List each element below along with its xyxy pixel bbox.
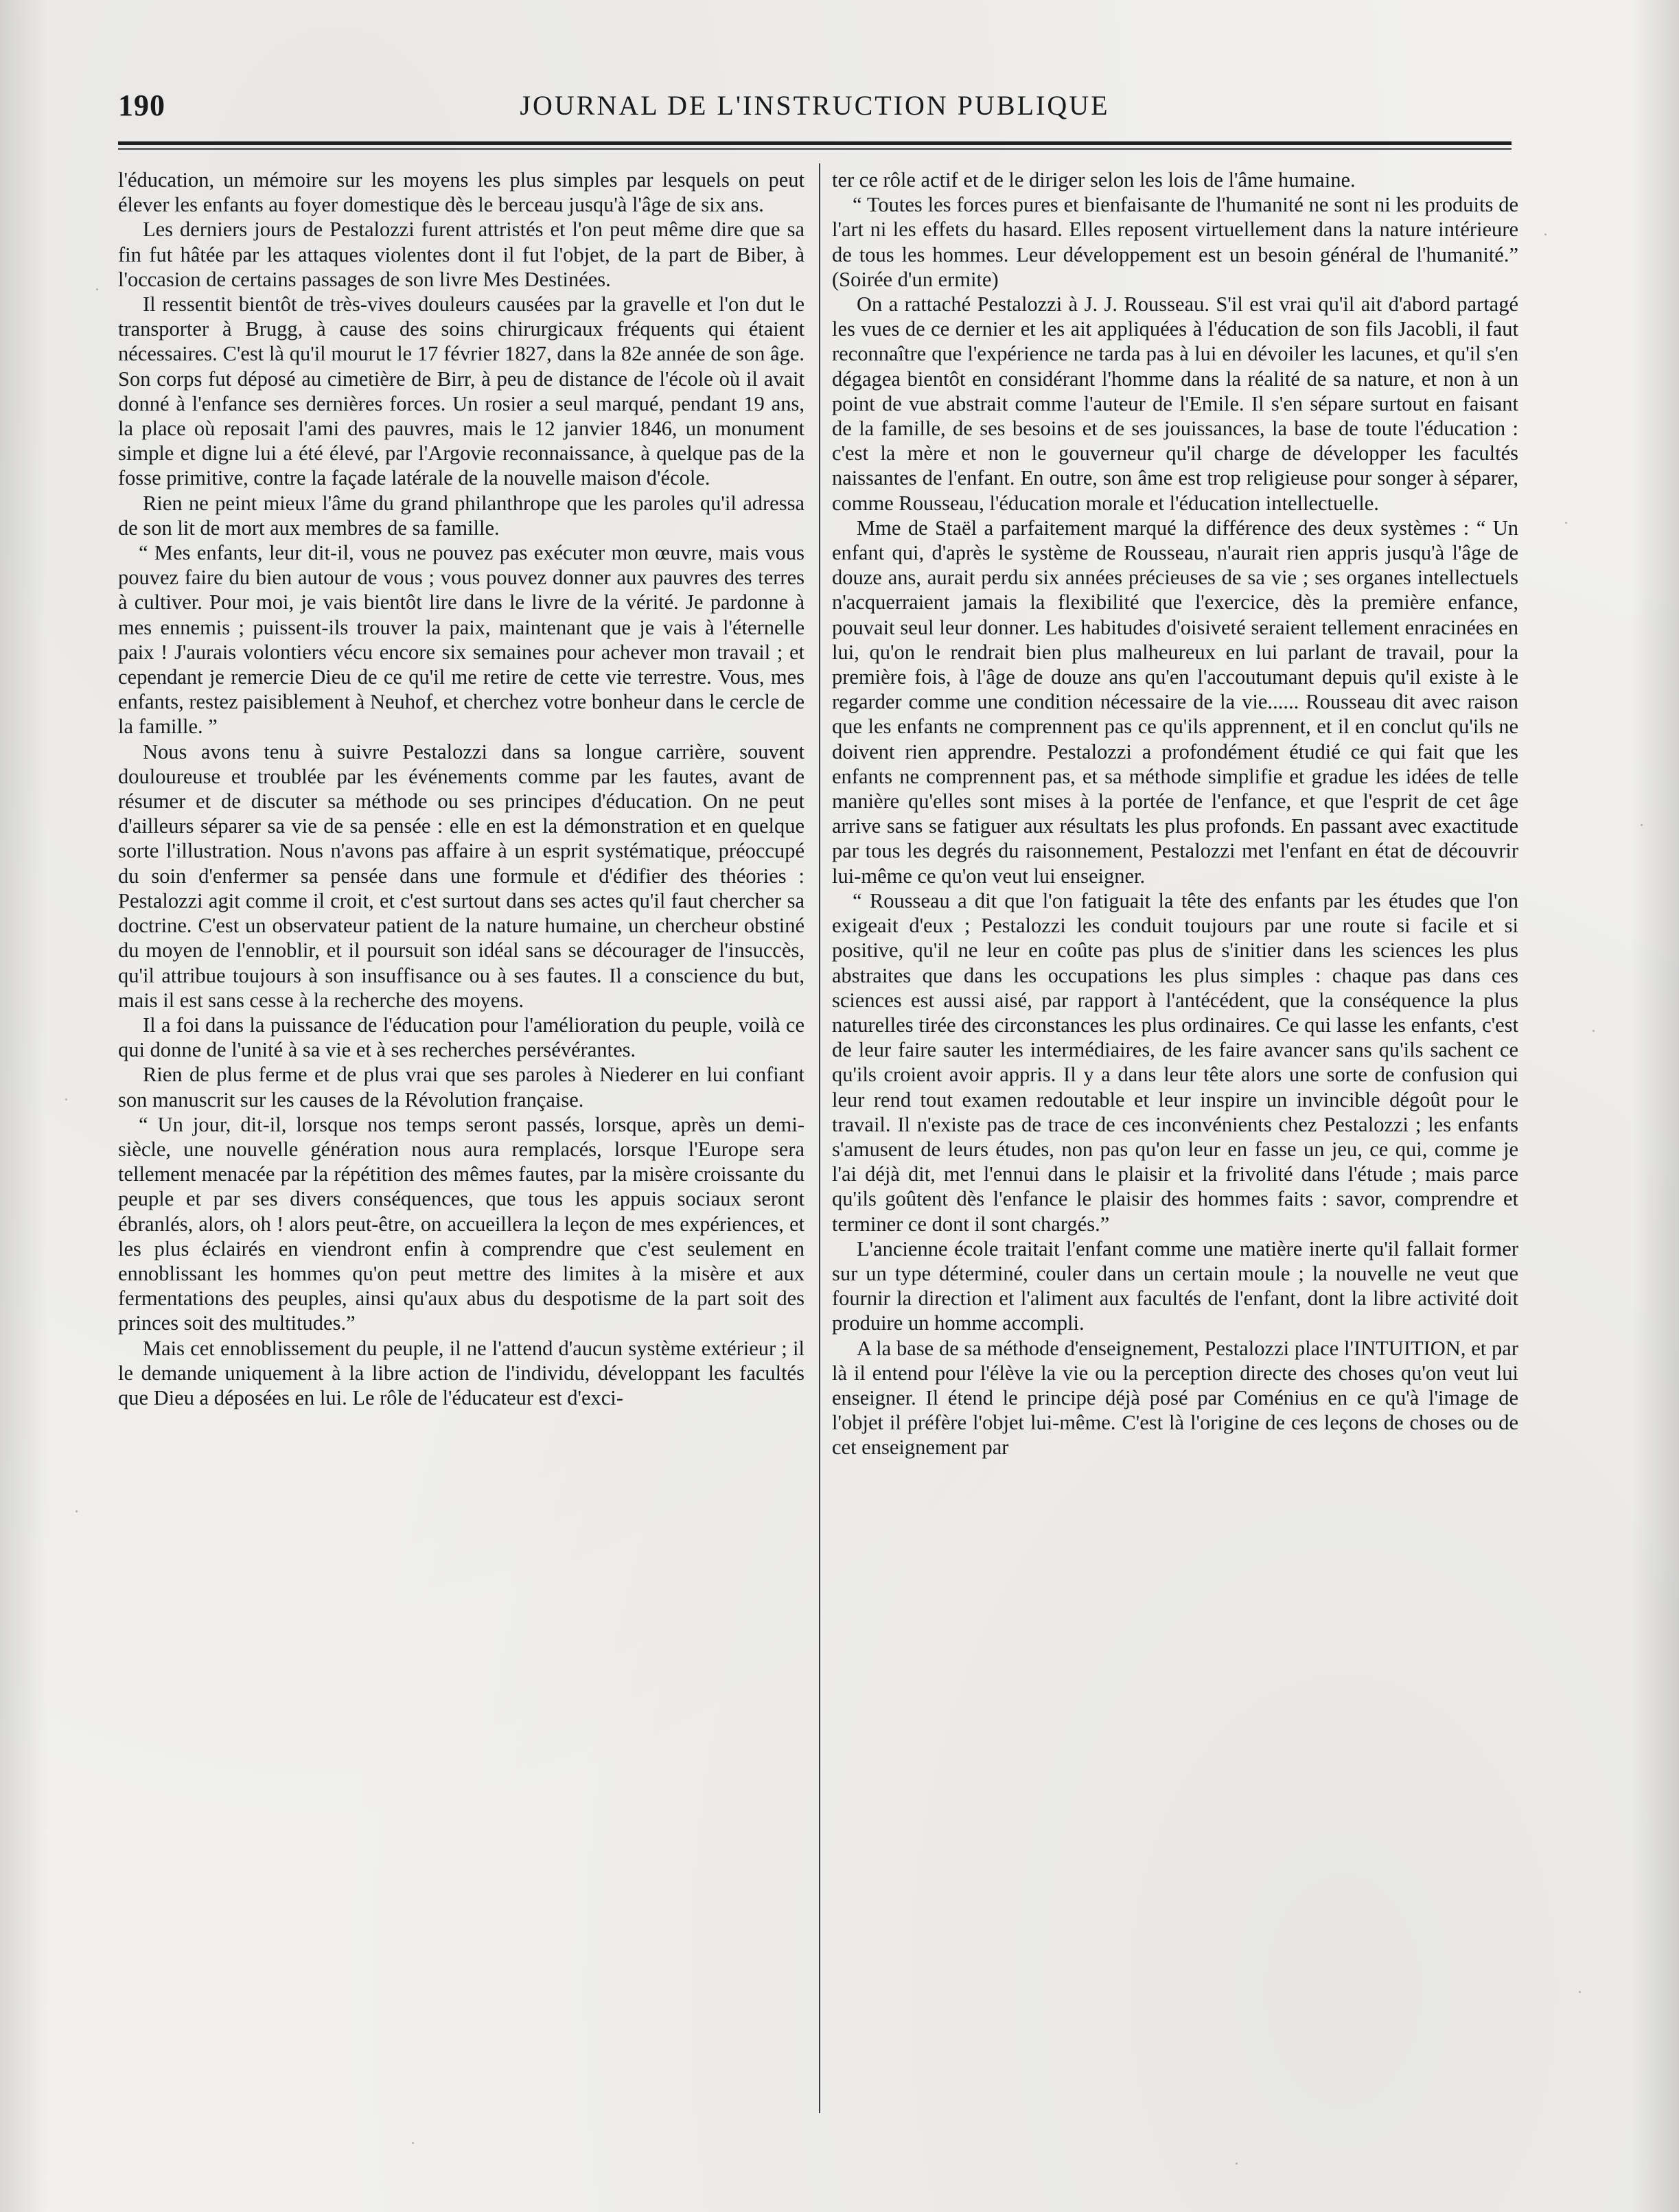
right-column — [832, 168, 1518, 2110]
header-rule-thick — [118, 141, 1512, 145]
right-column-paragraph: “ Rousseau a dit que l'on fatiguait la tête des enfants par les études que l'on exigeait d'eux ; Pestalozzi les conduit toujours par une route si facile et si positive, qu'il ne leur en coûte pas plus de s'initier dans les sciences les plus abstraites que dans les occupations les plus simples : chaque pas dans ces sciences est aussi aisé, par rapport à l'antécédent, que la conséquence la plus naturelles tirée des circonstances les plus ordinaires. Ce qui lasse les enfants, c'est de leur faire sauter les intermédiaires, de les faire avancer sans qu'ils sachent ce qu'ils croient avoir appris. Il y a dans leur tête alors une sorte de confusion qui leur rend tout examen redoutable et leur inspire un invincible dégoût pour le travail. Il n'existe pas de trace de ces inconvénients chez Pestalozzi ; les enfants s'amusent de leurs études, non pas qu'on leur en fasse un jeu, ce qui, comme je l'ai déjà dit, met l'ennui dans le plaisir et la frivolité dans l'étude ; mais parce qu'ils goûtent dès l'enfance le plaisir des hommes faits : savor, comprendre et terminer ce dont il sont chargés.” — [832, 888, 1518, 1236]
right-column-paragraph: On a rattaché Pestalozzi à J. J. Rousseau. S'il est vrai qu'il ait d'abord partagé les vues de ce dernier et les ait appliquées à l'éducation de son fils Jacobli, il faut reconnaître que l'expérience ne tarda pas à lui en dévoiler les lacunes, et qu'il s'en dégagea bientôt en considérant l'homme dans la réalité de sa nature, et non à un point de vue abstrait comme l'auteur de l'Emile. Il s'en sépare surtout en faisant de la famille, de ses besoins et de ses jouissances, la base de toute l'éducation : c'est la mère et non le gouverneur qu'il charge de développer les facultés naissantes de l'enfant. En outre, son âme est trop religieuse pour songer à séparer, comme Rousseau, l'éducation morale et l'éducation intellectuelle. — [832, 292, 1518, 515]
print-speck — [412, 2142, 414, 2144]
print-speck — [1236, 2163, 1238, 2165]
page-edge-shadow-left — [0, 0, 48, 2212]
left-column-paragraph: Mais cet ennoblissement du peuple, il ne l'attend d'aucun système extérieur ; il le demande uniquement à la libre action de l'individu, développant les facultés que Dieu a déposées en lui. Le rôle de l'éducateur est d'exci- — [118, 1336, 804, 1409]
page-number: 190 — [118, 89, 165, 122]
print-speck — [65, 1098, 67, 1101]
right-column-paragraph: A la base de sa méthode d'enseignement, Pestalozzi place l'INTUITION, et par là il entend pour l'élève la vie ou la perception directe des choses qu'on veut lui enseigner. Il étend le principe déjà posé par Coménius en ce qu'à l'image de l'objet il préfère l'objet lui-même. C'est là l'origine de ces leçons de choses ou de cet enseignement par — [832, 1336, 1518, 1460]
print-speck — [1593, 1030, 1595, 1032]
left-column-paragraph: “ Un jour, dit-il, lorsque nos temps seront passés, lorsque, après un demi-siècle, une nouvelle génération nous aura remplacés, lorsque l'Europe sera tellement menacée par la répétition des mêmes fautes, par la misère croissante du peuple et par ses divers conséquences, que tous les appuis sociaux seront ébranlés, alors, oh ! alors peut-être, on accueillera la leçon de mes expériences, et les plus éclairés en viendront enfin à comprendre que c'est seulement en ennoblissant les hommes qu'on peut mettre des limites à la misère et aux fermentations des peuples, ainsi qu'aux abus du despotisme de la part soit des princes soit des multitudes.” — [118, 1112, 804, 1335]
print-speck — [1565, 522, 1567, 524]
left-column-paragraph: l'éducation, un mémoire sur les moyens les plus simples par lesquels on peut élever les enfants au foyer domestique dès le berceau jusqu'à l'âge de six ans. — [118, 168, 804, 217]
left-column-paragraph: Il a foi dans la puissance de l'éducation pour l'amélioration du peuple, voilà ce qui donne de l'unité à sa vie et à ses recherches persévérantes. — [118, 1013, 804, 1062]
left-column-paragraph: Rien ne peint mieux l'âme du grand philanthrope que les paroles qu'il adressa de son lit de mort aux membres de sa famille. — [118, 491, 804, 540]
print-speck — [96, 288, 98, 290]
right-column-paragraph: L'ancienne école traitait l'enfant comme une matière inerte qu'il fallait former sur un type déterminé, couler dans un certain moule ; la nouvelle ne veut que fournir la direction et l'aliment aux facultés de l'enfant, dont la libre activité doit produire un homme accompli. — [832, 1236, 1518, 1335]
print-speck — [76, 1510, 78, 1512]
left-column-paragraph: “ Mes enfants, leur dit-il, vous ne pouvez pas exécuter mon œuvre, mais vous pouvez faire du bien autour de vous ; vous pouvez donner aux pauvres des terres à cultiver. Pour moi, je vais bientôt lire dans le livre de la vérité. Je pardonne à mes ennemis ; puissent-ils trouver la paix, maintenant que je vais à l'éternelle paix ! J'aurais volontiers vécu encore six semaines pour achever mon travail ; et cependant je remercie Dieu de ce qu'il me retire de cette vie terrestre. Vous, mes enfants, restez paisiblement à Neuhof, et cherchez votre bonheur dans le cercle de la famille. ” — [118, 541, 804, 739]
print-speck — [1641, 824, 1643, 826]
page-edge-shadow-right — [1631, 0, 1679, 2212]
right-column-paragraph: Mme de Staël a parfaitement marqué la différence des deux systèmes : “ Un enfant qui, d'après le système de Rousseau, n'aurait rien appris jusqu'à l'âge de douze ans, aurait perdu six années précieuses de sa vie ; ses organes intellectuels n'acquerraient jamais la flexibilité que l'exercice, dès la première enfance, pouvait seul leur donner. Les habitudes d'oisiveté seraient tellement enracinées en lui, qu'on le rendrait bien plus malheureux en lui parlant de travail, pour la première fois, à l'âge de douze ans qu'en l'accoutumant depuis qu'il existe à le regarder comme une condition nécessaire de la vie...... Rousseau dit avec raison que les enfants ne comprennent pas ce qu'ils apprennent, et il en conclut qu'ils ne doivent rien apprendre. Pestalozzi a profondément étudié ce qui fait que les enfants ne comprennent pas, et sa méthode simplifie et gradue les idées de telle manière qu'elles sont mises à la portée de l'enfance, et que l'esprit de cet âge arrive sans se fatiguer aux résultats les plus profonds. En passant avec exactitude par tous les degrés du raisonnement, Pestalozzi met l'enfant en état de découvrir lui-même ce qu'on veut lui enseigner. — [832, 516, 1518, 888]
right-column-paragraph: ter ce rôle actif et de le diriger selon les lois de l'âme humaine. — [832, 168, 1356, 192]
page-header — [118, 88, 1512, 129]
right-column-paragraph: “ Toutes les forces pures et bienfaisante de l'humanité ne sont ni les produits de l'art ni les effets du hasard. Elles reposent virtuellement dans la nature intérieure de tous les hommes. Leur développement est un besoin général de l'humanité.” (Soirée d'un ermite) — [832, 193, 1518, 291]
left-column-paragraph: Rien de plus ferme et de plus vrai que ses paroles à Niederer en lui confiant son manuscrit sur les causes de la Révolution française. — [118, 1063, 804, 1111]
print-speck — [1544, 233, 1547, 235]
header-rule-thin — [118, 148, 1512, 150]
left-column-paragraph: Il ressentit bientôt de très-vives douleurs causées par la gravelle et l'on dut le transporter à Brugg, à cause des soins chirurgicaux fréquents qui étaient nécessaires. C'est là qu'il mourut le 17 février 1827, dans la 82e année de son âge. Son corps fut déposé au cimetière de Birr, à peu de distance de l'école où il avait donné à l'enfance ses dernières forces. Un rosier a seul marqué, pendant 19 ans, la place où reposait l'ami des pauvres, mais le 12 janvier 1846, un monument simple et digne lui a été élevé, par l'Argovie reconnaissance, à quelque pas de la fosse primitive, contre la façade latérale de la nouvelle maison d'école. — [118, 292, 804, 490]
left-column-paragraph: Les derniers jours de Pestalozzi furent attristés et l'on peut même dire que sa fin fut hâtée par les attaques violentes dont il fut l'objet, de la part de Biber, à l'occasion de certains passages de son livre Mes Destinées. — [118, 218, 804, 291]
left-column — [118, 168, 804, 2110]
print-speck — [1579, 1991, 1581, 1993]
running-title: JOURNAL DE L'INSTRUCTION PUBLIQUE — [520, 90, 1110, 121]
left-column-paragraph: Nous avons tenu à suivre Pestalozzi dans sa longue carrière, souvent douloureuse et troublée par les événements comme par les fautes, avant de résumer et de discuter sa méthode ou ses principes d'éducation. On ne peut d'ailleurs séparer sa vie de sa pensée : elle en est la démonstration et en quelque sorte l'illustration. Nous n'avons pas affaire à un esprit systématique, préoccupé du soin d'enfermer sa pensée dans une formule et d'édifier des théories : Pestalozzi agit comme il croit, et c'est surtout dans ses actes qu'il faut chercher sa doctrine. C'est un observateur patient de la nature humaine, un chercheur obstiné du moyen de l'ennoblir, et il poursuit son idéal sans se décourager de l'insuccès, qu'il attribue toujours à son insuffisance ou à ses fautes. Il a conscience du but, mais il est sans cesse à la recherche des moyens. — [118, 739, 804, 1012]
column-divider — [819, 163, 820, 2113]
